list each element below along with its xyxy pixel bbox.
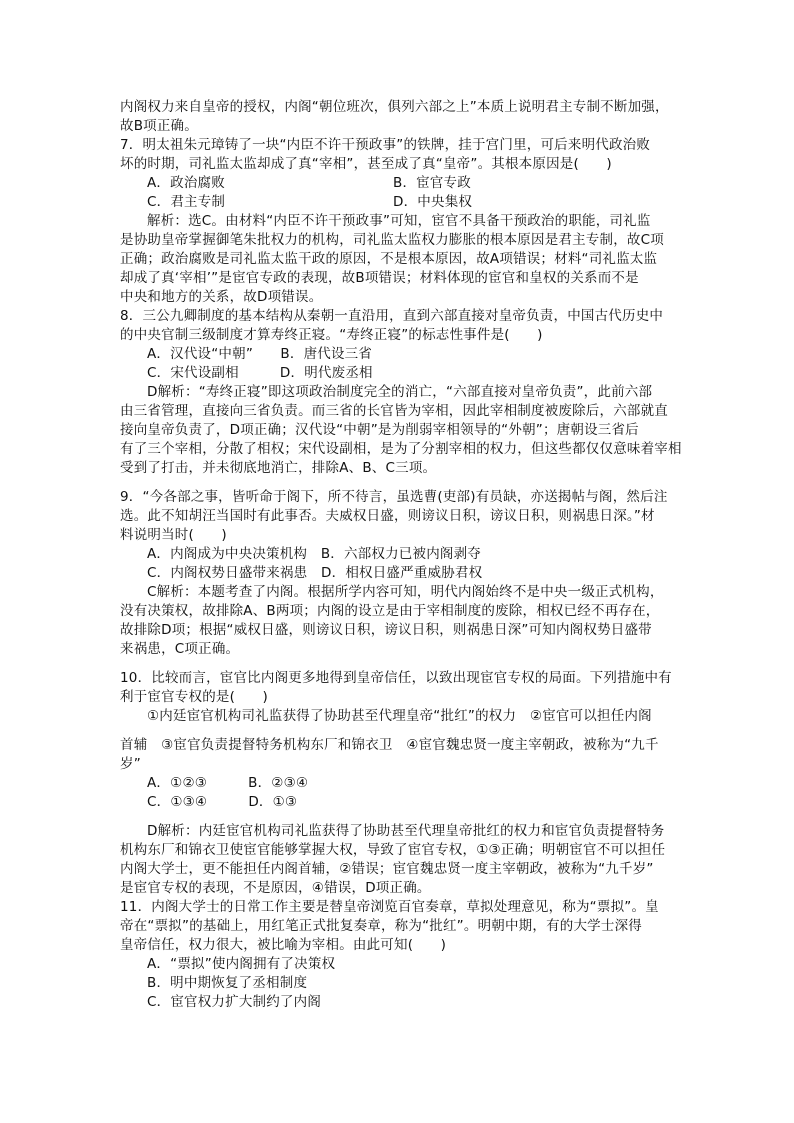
- option-b: B．宦官专政: [393, 175, 471, 191]
- option-c: C．宦官权力扩大制约了内阁: [147, 994, 322, 1010]
- analysis-line: C解析：本题考查了内阁。根据所学内容可知，明代内阁始终不是中央一级正式机构，: [147, 584, 664, 600]
- options-ab: A．内阁成为中央决策机构 B．六部权力已被内阁剥夺: [147, 546, 481, 562]
- text-line: 坏的时期，司礼监太监却成了真“宰相”，甚至成了真“皇帝”。其根本原因是( ): [120, 156, 612, 172]
- options-cd: C．宋代设副相 D．明代废丞相: [147, 365, 373, 381]
- analysis-line: D解析：“寿终正寝”即这项政治制度完全的消亡，“六部直接对皇帝负责”，此前六部: [147, 384, 653, 400]
- text-line: 有了三个宰相，分散了相权；宋代设副相，是为了分割宰相的权力，但这些都仅仅意味着宰相: [120, 441, 682, 457]
- text-line: 的中央官制三级制度才算寿终正寝。“寿终正寝”的标志性事件是( ): [120, 327, 543, 343]
- text-line: 接向皇帝负责了，D项正确；汉代设“中朝”是为削弱宰相领导的“外朝”；唐朝设三省后: [120, 422, 639, 438]
- options-cd: C．①③④ D．①③: [147, 794, 298, 810]
- question-7-stem: 7．明太祖朱元璋铸了一块“内臣不许干预政事”的铁牌，挂于宫门里，可后来明代政治败: [120, 137, 651, 153]
- text-line: 却成了真‘宰相’”是宦官专政的表现，故B项错误；材料体现的宦官和皇权的关系而不是: [120, 270, 639, 286]
- options-cd: C．内阁权势日盛带来祸患 D．相权日盛严重威胁君权: [147, 565, 483, 581]
- text-line: 受到了打击，并未彻底地消亡，排除A、B、C三项。: [120, 460, 437, 476]
- statement-line: 首辅 ③宦官负责提督特务机构东厂和锦衣卫 ④宦官魏忠贤一度主宰朝政，被称为“九千: [120, 737, 659, 753]
- text-line: 皇帝信任，权力很大，被比喻为宰相。由此可知( ): [120, 937, 447, 953]
- text-line: 机构东厂和锦衣卫使宦官能够掌握大权，导致了宦官专权，①③正确；明朝宦官不可以担任: [120, 842, 666, 858]
- options-ab: A．①②③ B．②③④: [147, 775, 309, 791]
- statement-line: 岁”: [120, 756, 141, 772]
- question-9-stem: 9．“今各部之事，皆听命于阁下，所不待言，虽选曹(吏部)有员缺，亦送揭帖与阁，然后注: [120, 489, 668, 505]
- text-line: 中央和地方的关系，故D项错误。: [120, 289, 323, 305]
- text-line: 利于宦官专权的是( ): [120, 689, 268, 705]
- analysis-line: 解析：选C。由材料“内臣不许干预政事”可知，宦官不具备干预政治的职能，司礼监: [147, 213, 651, 229]
- options-ab: A．汉代设“中朝” B．唐代设三省: [147, 346, 373, 362]
- option-c: C．君主专制: [147, 194, 226, 210]
- text-line: 是宦官专权的表现，不是原因，④错误，D项正确。: [120, 880, 431, 896]
- text-line: 是协助皇帝掌握御笔朱批权力的机构，司礼监太监权力膨胀的根本原因是君主专制，故C项: [120, 232, 664, 248]
- option-a: A．“票拟”使内阁拥有了决策权: [147, 956, 336, 972]
- question-10-stem: 10．比较而言，宦官比内阁更多地得到皇帝信任，以致出现宦官专权的局面。下列措施中有: [120, 670, 672, 686]
- text-line: 由三省管理，直接向三省负责。而三省的长官皆为宰相，因此宰相制度被废除后，六部就直: [120, 403, 668, 419]
- question-11-stem: 11．内阁大学士的日常工作主要是替皇帝浏览百官奏章，草拟处理意见，称为“票拟”。皇: [120, 899, 659, 915]
- option-d: D．中央集权: [393, 194, 473, 210]
- text-line: 没有决策权，故排除A、B两项；内阁的设立是由于宰相制度的废除，相权已经不再存在，: [120, 603, 660, 619]
- option-a: A．政治腐败: [147, 175, 225, 191]
- statement-line: ①内廷宦官机构司礼监获得了协助甚至代理皇帝“批红”的权力 ②宦官可以担任内阁: [147, 708, 652, 724]
- analysis-line: D解析：内廷宦官机构司礼监获得了协助甚至代理皇帝批红的权力和宦官负责提督特务: [147, 823, 665, 839]
- text-line: 正确；政治腐败是司礼监太监干政的原因，不是根本原因，故A项错误；材料“司礼监太监: [120, 251, 658, 267]
- text-line: 故B项正确。: [120, 118, 198, 134]
- text-line: 来祸患，C项正确。: [120, 641, 240, 657]
- text-line: 故排除D项；根据“威权日盛，则谤议日积，谤议日积，则祸患日深”可知内阁权势日盛带: [120, 622, 652, 638]
- text-line: 内阁大学士，更不能担任内阁首辅，②错误；宦官魏忠贤一度主宰朝政，被称为“九千岁”: [120, 861, 654, 877]
- question-8-stem: 8．三公九卿制度的基本结构从秦朝一直沿用，直到六部直接对皇帝负责，中国古代历史中: [120, 308, 664, 324]
- option-b: B．明中期恢复了丞相制度: [147, 975, 308, 991]
- text-line: 帝在“票拟”的基础上，用红笔正式批复奏章，称为“批红”。明朝中期，有的大学士深得: [120, 918, 642, 934]
- text-line: 选。此不知胡汪当国时有此事否。夫威权日盛，则谤议日积，谤议日积，则祸患日深。”材: [120, 508, 655, 524]
- text-line: 料说明当时( ): [120, 527, 227, 543]
- text-line: 内阁权力来自皇帝的授权，内阁“朝位班次，俱列六部之上”本质上说明君主专制不断加强，: [120, 99, 669, 115]
